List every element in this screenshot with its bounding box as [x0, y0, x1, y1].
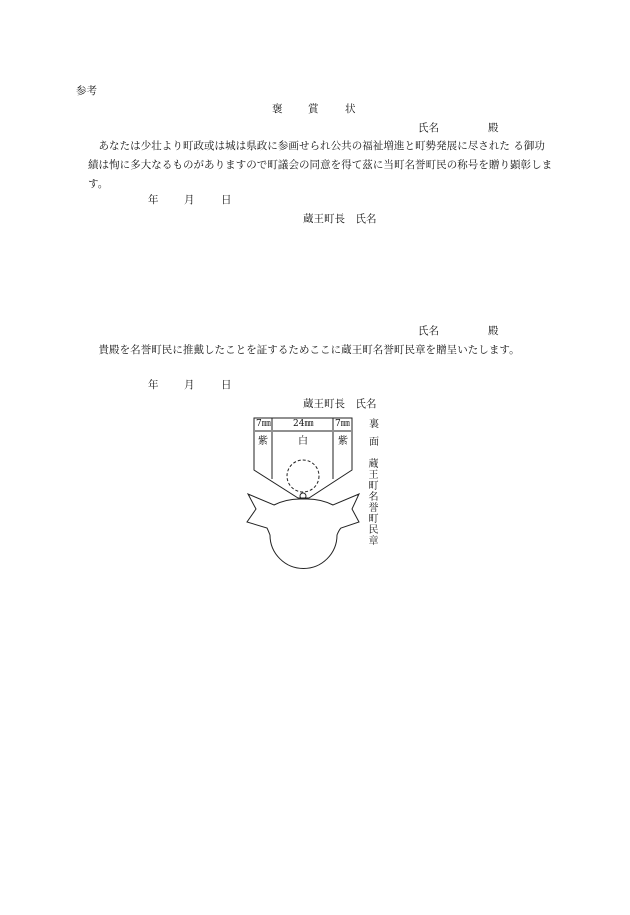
ribbon-outline [254, 418, 352, 498]
badge-date-month: 月 [184, 379, 195, 391]
medal-body [247, 494, 359, 569]
recipient-name-label: 氏名 [418, 122, 439, 134]
badge-certificate-body: 貴殿を名誉町民に推戴したことを証するためここに蔵王町名誉町民章を贈呈いたします。 [98, 344, 520, 356]
medal-vertical-name: 蔵王町名誉町民章 [368, 459, 379, 547]
medal-center-width-label: 24㎜ [293, 419, 314, 429]
medal-side-label-back: 裏 [369, 419, 379, 430]
medal-left-width-label: 7㎜ [256, 419, 271, 429]
badge-date-day: 日 [221, 379, 232, 391]
recipient-honorific: 殿 [488, 122, 499, 134]
badge-date-year: 年 [148, 379, 159, 391]
dashed-ring [287, 460, 319, 492]
medal-side-label-face: 面 [369, 437, 379, 448]
reference-label: 参考 [76, 85, 97, 97]
certificate-signer: 蔵王町長 氏名 [303, 213, 377, 225]
date-year: 年 [148, 194, 159, 206]
title-char-3: 状 [345, 103, 356, 115]
title-char-1: 褒 [272, 103, 283, 115]
badge-certificate-signer: 蔵王町長 氏名 [303, 398, 377, 410]
title-char-2: 賞 [308, 103, 319, 115]
date-day: 日 [221, 194, 232, 206]
certificate-body: あなたは少壮より町政或は城は県政に参画せられ公共の福祉増進と町勢発展に尽された る御功績は恂に多大なるものがありますので町議会の同意を得て茲に当町名誉町民の称号を贈り顕彰します。 [88, 140, 553, 190]
medal-left-color-label: 紫 [258, 436, 268, 447]
badge-recipient-honorific: 殿 [488, 325, 499, 337]
medal-right-color-label: 紫 [338, 436, 348, 447]
medal-center-color-label: 白 [298, 436, 308, 447]
medal-right-width-label: 7㎜ [335, 419, 350, 429]
date-month: 月 [184, 194, 195, 206]
badge-recipient-name-label: 氏名 [418, 325, 439, 337]
